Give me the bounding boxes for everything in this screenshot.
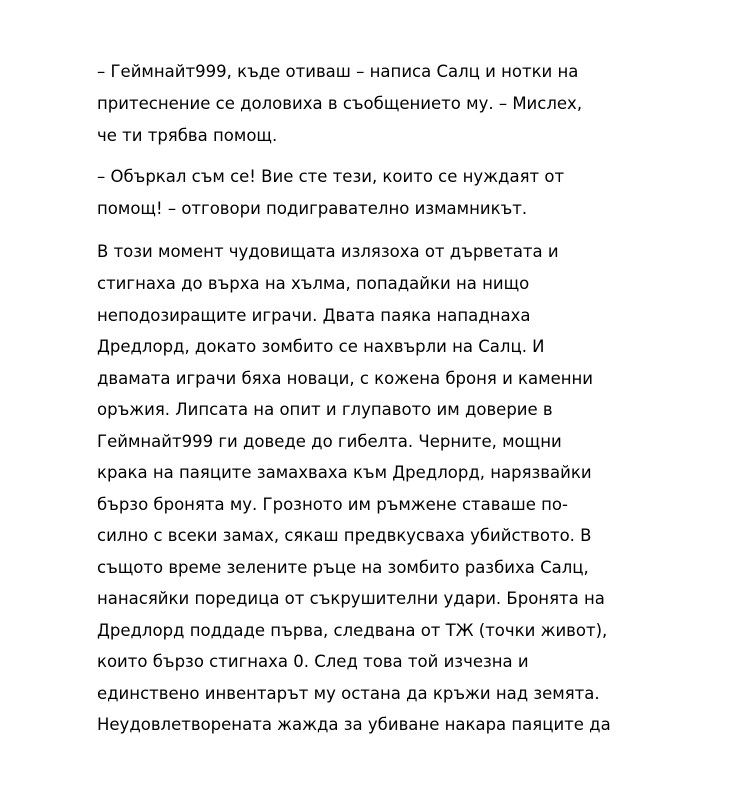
text-line: Геймнайт999 ги доведе до гибелта. Черните, мощни [97,432,562,451]
text-line: единствено инвентарът му остана да кръжи над земята. [97,684,600,703]
text-line: двамата играчи бяха новаци, с кожена броня и каменни [97,369,594,388]
text-line: бързо бронята му. Грозното им ръмжене ставаше по- [97,495,568,514]
text-line: притеснение се доловиха в съобщението му. – Мислех, [97,94,583,113]
text-line: помощ! – отговори подигравателно измамникът. [97,199,528,218]
text-line: Дредлорд, докато зомбито се нахвърли на Салц. И [97,337,545,356]
text-line: стигнаха до върха на хълма, попадайки на нищо [97,274,530,293]
text-line: същото време зелените ръце на зомбито разбиха Салц, [97,558,589,577]
text-line: Дредлорд поддаде първа, следвана от ТЖ (точки живот), [97,621,608,640]
text-line: Неудовлетворената жажда за убиване накара паяците да [97,715,611,734]
text-line: – Объркал съм се! Вие сте тези, които се нуждаят от [97,167,565,186]
text-line: неподозиращите играчи. Двата паяка нападнаха [97,306,531,325]
text-line: оръжия. Липсата на опит и глупавото им доверие в [97,400,553,419]
text-line: че ти трябва помощ. [97,126,278,145]
text-line: които бързо стигнаха 0. След това той изчезна и [97,652,529,671]
text-line: нанасяйки поредица от съкрушителни удари. Бронята на [97,589,605,608]
text-line: – Геймнайт999, къде отиваш – написа Салц и нотки на [97,62,579,81]
text-line: крака на паяците замахваха към Дредлорд, нарязвайки [97,463,592,482]
text-line: В този момент чудовищата излязоха от дърветата и [97,242,559,261]
text-line: силно с всеки замах, сякаш предвкусваха убийството. В [97,526,592,545]
